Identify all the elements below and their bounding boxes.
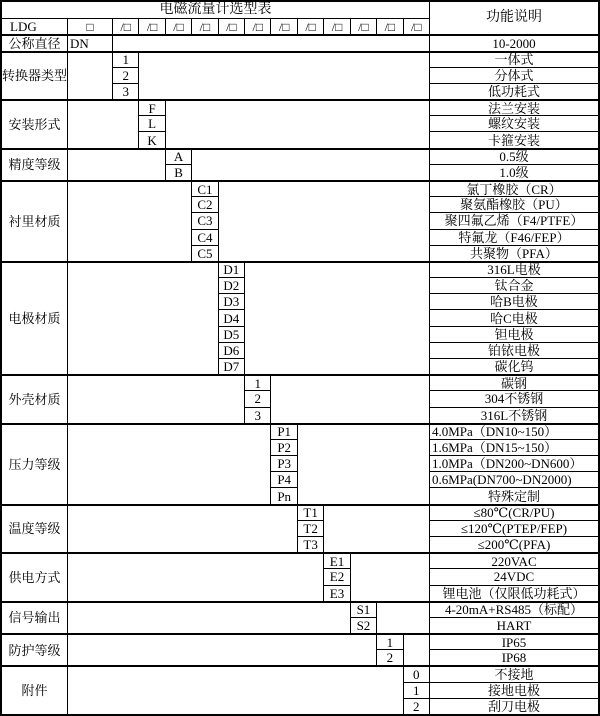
option-code: D4 (218, 309, 244, 325)
option-description: 1.6MPa（DN15~150） (429, 439, 598, 455)
option-code: P4 (270, 471, 296, 487)
model-slot-box: /□ (244, 18, 270, 34)
option-description: 316L不锈钢 (429, 407, 598, 423)
option-code: S1 (350, 601, 376, 617)
option-description: 0.5级 (429, 148, 598, 164)
table-title: 电磁流量计选型表 (159, 2, 272, 18)
option-description: 碳钢 (429, 374, 598, 390)
option-description: 1.0MPa（DN200~DN600） (429, 455, 598, 471)
option-code: C5 (191, 245, 217, 261)
section-right-space (297, 423, 429, 504)
option-description: 哈B电极 (429, 293, 598, 309)
section-label: 温度等级 (2, 504, 67, 553)
option-code: 1 (403, 682, 429, 698)
section-left-space (67, 374, 244, 423)
option-description: 一体式 (429, 51, 598, 67)
section-left-space (67, 633, 376, 665)
option-description: IP68 (429, 649, 598, 665)
option-description: 低功耗式 (429, 83, 598, 99)
option-code: 1 (376, 633, 402, 649)
option-description: 分体式 (429, 67, 598, 83)
model-slot-box: /□ (270, 18, 296, 34)
model-slot-box: /□ (112, 18, 138, 34)
option-code: E3 (323, 585, 349, 601)
option-description: 钽电极 (429, 326, 598, 342)
option-code: C4 (191, 229, 217, 245)
option-description: 刮刀电极 (429, 698, 598, 714)
option-description: ≤80℃(CR/PU) (429, 504, 598, 520)
model-slot-box: /□ (350, 18, 376, 34)
option-code: 0 (403, 665, 429, 681)
option-code: T2 (297, 520, 323, 536)
option-code: D5 (218, 326, 244, 342)
section-label: 电极材质 (2, 261, 67, 374)
option-code: T3 (297, 536, 323, 552)
section-label: 信号输出 (2, 601, 67, 633)
option-description: 铂铱电极 (429, 342, 598, 358)
option-description: 304不锈钢 (429, 390, 598, 406)
option-description: 共聚物（PFA） (429, 245, 598, 261)
option-description: 聚氨酯橡胶（PU） (429, 196, 598, 212)
option-description: 24VDC (429, 568, 598, 584)
section-right-space (218, 180, 429, 261)
option-code: A (165, 148, 191, 164)
section-right-space (165, 99, 429, 148)
option-description: 1.0级 (429, 164, 598, 180)
model-slot-box: /□ (165, 18, 191, 34)
option-code: 3 (112, 83, 138, 99)
option-description: 钛合金 (429, 277, 598, 293)
option-description: 聚四氟乙烯（F4/PTFE） (429, 212, 598, 228)
option-code: C2 (191, 196, 217, 212)
option-description: IP65 (429, 633, 598, 649)
option-description: 锂电池（仅限低功耗式） (429, 585, 598, 601)
option-code: 2 (403, 698, 429, 714)
option-code: P3 (270, 455, 296, 471)
option-description: 哈C电极 (429, 309, 598, 325)
section-label: 防护等级 (2, 633, 67, 665)
section-right-space (138, 51, 429, 100)
section-left-space (67, 665, 403, 714)
option-code: F (138, 99, 164, 115)
section-label: 外壳材质 (2, 374, 67, 423)
option-description: 接地电极 (429, 682, 598, 698)
option-description: 螺纹安装 (429, 115, 598, 131)
option-code: 2 (112, 67, 138, 83)
model-prefix-label: LDG (2, 18, 67, 34)
option-description: 4.0MPa（DN10~150） (429, 423, 598, 439)
option-code: B (165, 164, 191, 180)
option-code: C1 (191, 180, 217, 196)
section-label: 供电方式 (2, 552, 67, 601)
option-description: 特氟龙（F46/FEP） (429, 229, 598, 245)
option-description: 卡箍安装 (429, 131, 598, 147)
option-code: L (138, 115, 164, 131)
dn-empty-space (112, 34, 429, 50)
section-left-space (67, 423, 270, 504)
section-label: 衬里材质 (2, 180, 67, 261)
model-slot-box: /□ (323, 18, 349, 34)
option-code: 2 (376, 649, 402, 665)
section-left-space (67, 504, 297, 553)
model-slot-box: /□ (376, 18, 402, 34)
option-code: 1 (112, 51, 138, 67)
option-code: E2 (323, 568, 349, 584)
option-code: Pn (270, 487, 296, 503)
option-code: 2 (244, 390, 270, 406)
section-right-space (403, 633, 429, 665)
section-left-space (67, 99, 138, 148)
option-description: 220VAC (429, 552, 598, 568)
dn-description: 10-2000 (429, 34, 598, 50)
section-label: 转换器类型 (2, 51, 67, 100)
section-left-space (67, 601, 350, 633)
option-description: 氯丁橡胶（CR） (429, 180, 598, 196)
option-description: 316L电极 (429, 261, 598, 277)
model-slot-box: /□ (138, 18, 164, 34)
option-description: 不接地 (429, 665, 598, 681)
section-label: 安装形式 (2, 99, 67, 148)
option-code: K (138, 131, 164, 147)
section-label: 压力等级 (2, 423, 67, 504)
option-code: E1 (323, 552, 349, 568)
section-right-space (191, 148, 429, 180)
option-code: 3 (244, 407, 270, 423)
option-description: ≤200℃(PFA) (429, 536, 598, 552)
function-description-header: 功能说明 (429, 2, 598, 34)
model-slot-box: /□ (191, 18, 217, 34)
option-description: ≤120℃(PTEP/FEP) (429, 520, 598, 536)
option-description: 4-20mA+RS485（标配） (429, 601, 598, 617)
option-code: P2 (270, 439, 296, 455)
dn-code: DN (67, 34, 112, 50)
section-left-space (67, 261, 218, 374)
dn-row-label: 公称直径 (2, 34, 67, 50)
option-code: 1 (244, 374, 270, 390)
section-label: 附件 (2, 665, 67, 714)
section-right-space (376, 601, 429, 633)
model-dn-box: □ (67, 18, 112, 34)
option-code: D2 (218, 277, 244, 293)
section-left-space (67, 51, 112, 100)
option-code: D1 (218, 261, 244, 277)
option-code: D6 (218, 342, 244, 358)
model-slot-box: /□ (297, 18, 323, 34)
model-slot-box: /□ (403, 18, 429, 34)
option-description: 法兰安装 (429, 99, 598, 115)
section-left-space (67, 180, 191, 261)
option-code: P1 (270, 423, 296, 439)
option-description: 0.6MPa(DN700~DN2000) (429, 471, 598, 487)
model-slot-box: /□ (218, 18, 244, 34)
option-description: 碳化钨 (429, 358, 598, 374)
section-right-space (350, 552, 429, 601)
option-code: D3 (218, 293, 244, 309)
option-description: HART (429, 617, 598, 633)
section-right-space (323, 504, 429, 553)
section-right-space (244, 261, 429, 374)
option-code: D7 (218, 358, 244, 374)
option-description: 特殊定制 (429, 487, 598, 503)
section-left-space (67, 148, 165, 180)
option-code: T1 (297, 504, 323, 520)
section-right-space (270, 374, 429, 423)
option-code: C3 (191, 212, 217, 228)
section-left-space (67, 552, 323, 601)
section-label: 精度等级 (2, 148, 67, 180)
option-code: S2 (350, 617, 376, 633)
